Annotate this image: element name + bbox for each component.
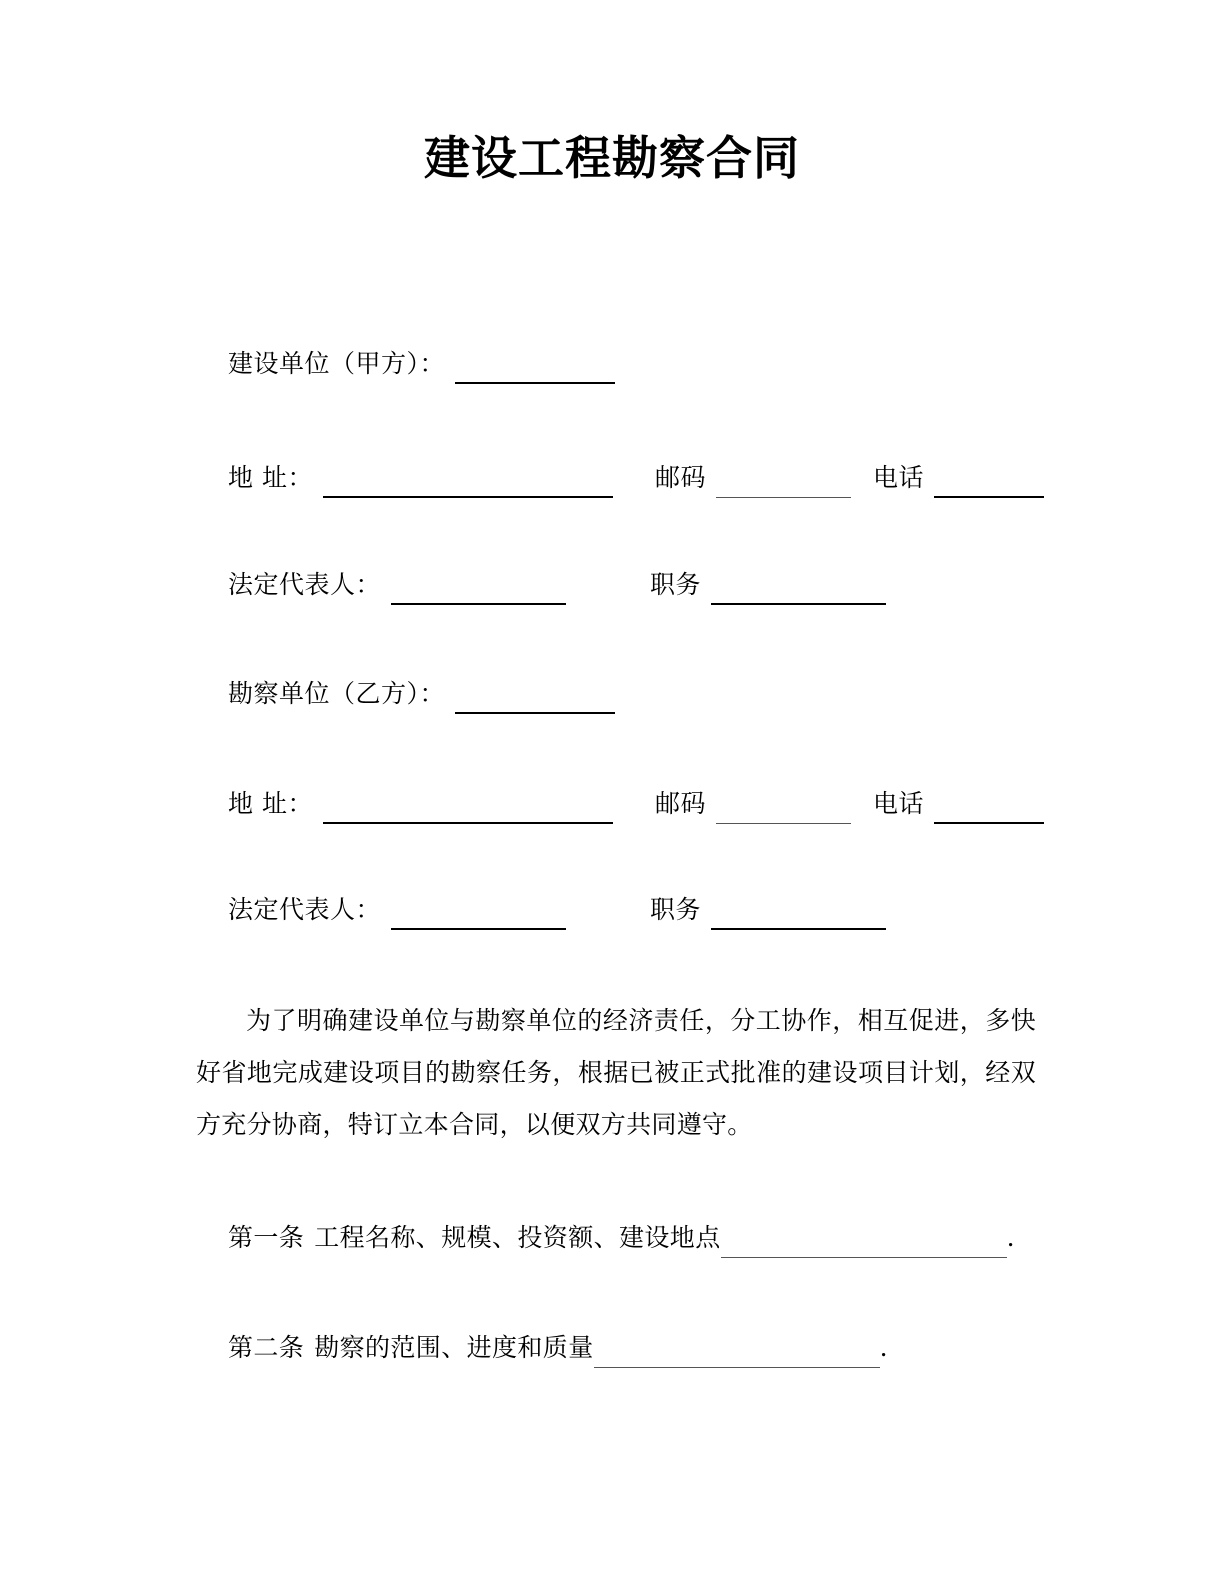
- page-title: 建设工程勘察合同: [424, 131, 800, 185]
- party-b-postcode-input[interactable]: [716, 796, 851, 824]
- party-a-name-input[interactable]: [455, 355, 615, 384]
- clause-1-input[interactable]: [721, 1231, 1007, 1258]
- party-b-legal-rep-label: 法定代表人：: [228, 895, 382, 924]
- field-row-party-b-contact: [228, 784, 1044, 824]
- party-a-phone-label: 电话: [872, 463, 924, 492]
- party-b-label: 勘察单位（乙方）：: [228, 679, 446, 708]
- clause-item-2: [228, 1328, 888, 1368]
- party-b-address-input[interactable]: [323, 795, 613, 824]
- party-b-position-input[interactable]: [711, 901, 886, 930]
- field-row-party-b-name: [228, 674, 615, 714]
- field-row-party-a-contact: [228, 458, 1044, 498]
- clause-2-text: 勘察的范围、进度和质量: [314, 1333, 594, 1362]
- party-b-phone-input[interactable]: [934, 795, 1044, 824]
- party-b-postcode-label: 邮码: [654, 789, 706, 818]
- clause-item-1: [228, 1218, 1015, 1258]
- party-a-address-label: 地 址：: [228, 463, 313, 492]
- clause-2-input[interactable]: [594, 1341, 880, 1368]
- party-a-position-label: 职务: [650, 570, 702, 599]
- party-a-postcode-input[interactable]: [716, 470, 851, 498]
- party-a-position-input[interactable]: [711, 576, 886, 605]
- preamble-paragraph: 为了明确建设单位与勘察单位的经济责任，分工协作，相互促进，多快好省地完成建设项目的勘察任务，根据已被正式批准的建设项目计划，经双方充分协商，特订立本合同，以便双方共同遵守。: [196, 1006, 1036, 1139]
- field-row-party-a-legal: [228, 565, 886, 605]
- party-b-legal-rep-input[interactable]: [391, 901, 566, 930]
- field-row-party-b-legal: [228, 890, 886, 930]
- clause-2-number: 第二条: [228, 1333, 305, 1362]
- party-b-name-input[interactable]: [455, 685, 615, 714]
- party-a-legal-rep-input[interactable]: [391, 576, 566, 605]
- clause-1-terminator: .: [1006, 1223, 1015, 1252]
- clause-1-number: 第一条: [228, 1223, 305, 1252]
- party-a-address-input[interactable]: [323, 469, 613, 498]
- party-b-phone-label: 电话: [872, 789, 924, 818]
- party-a-postcode-label: 邮码: [654, 463, 706, 492]
- party-b-position-label: 职务: [650, 895, 702, 924]
- clause-2-terminator: .: [879, 1333, 888, 1362]
- party-a-phone-input[interactable]: [934, 469, 1044, 498]
- party-b-address-label: 地 址：: [228, 789, 313, 818]
- party-a-legal-rep-label: 法定代表人：: [228, 570, 382, 599]
- clause-1-text: 工程名称、规模、投资额、建设地点: [314, 1223, 721, 1252]
- party-a-label: 建设单位（甲方）：: [228, 349, 446, 378]
- field-row-party-a-name: [228, 344, 615, 384]
